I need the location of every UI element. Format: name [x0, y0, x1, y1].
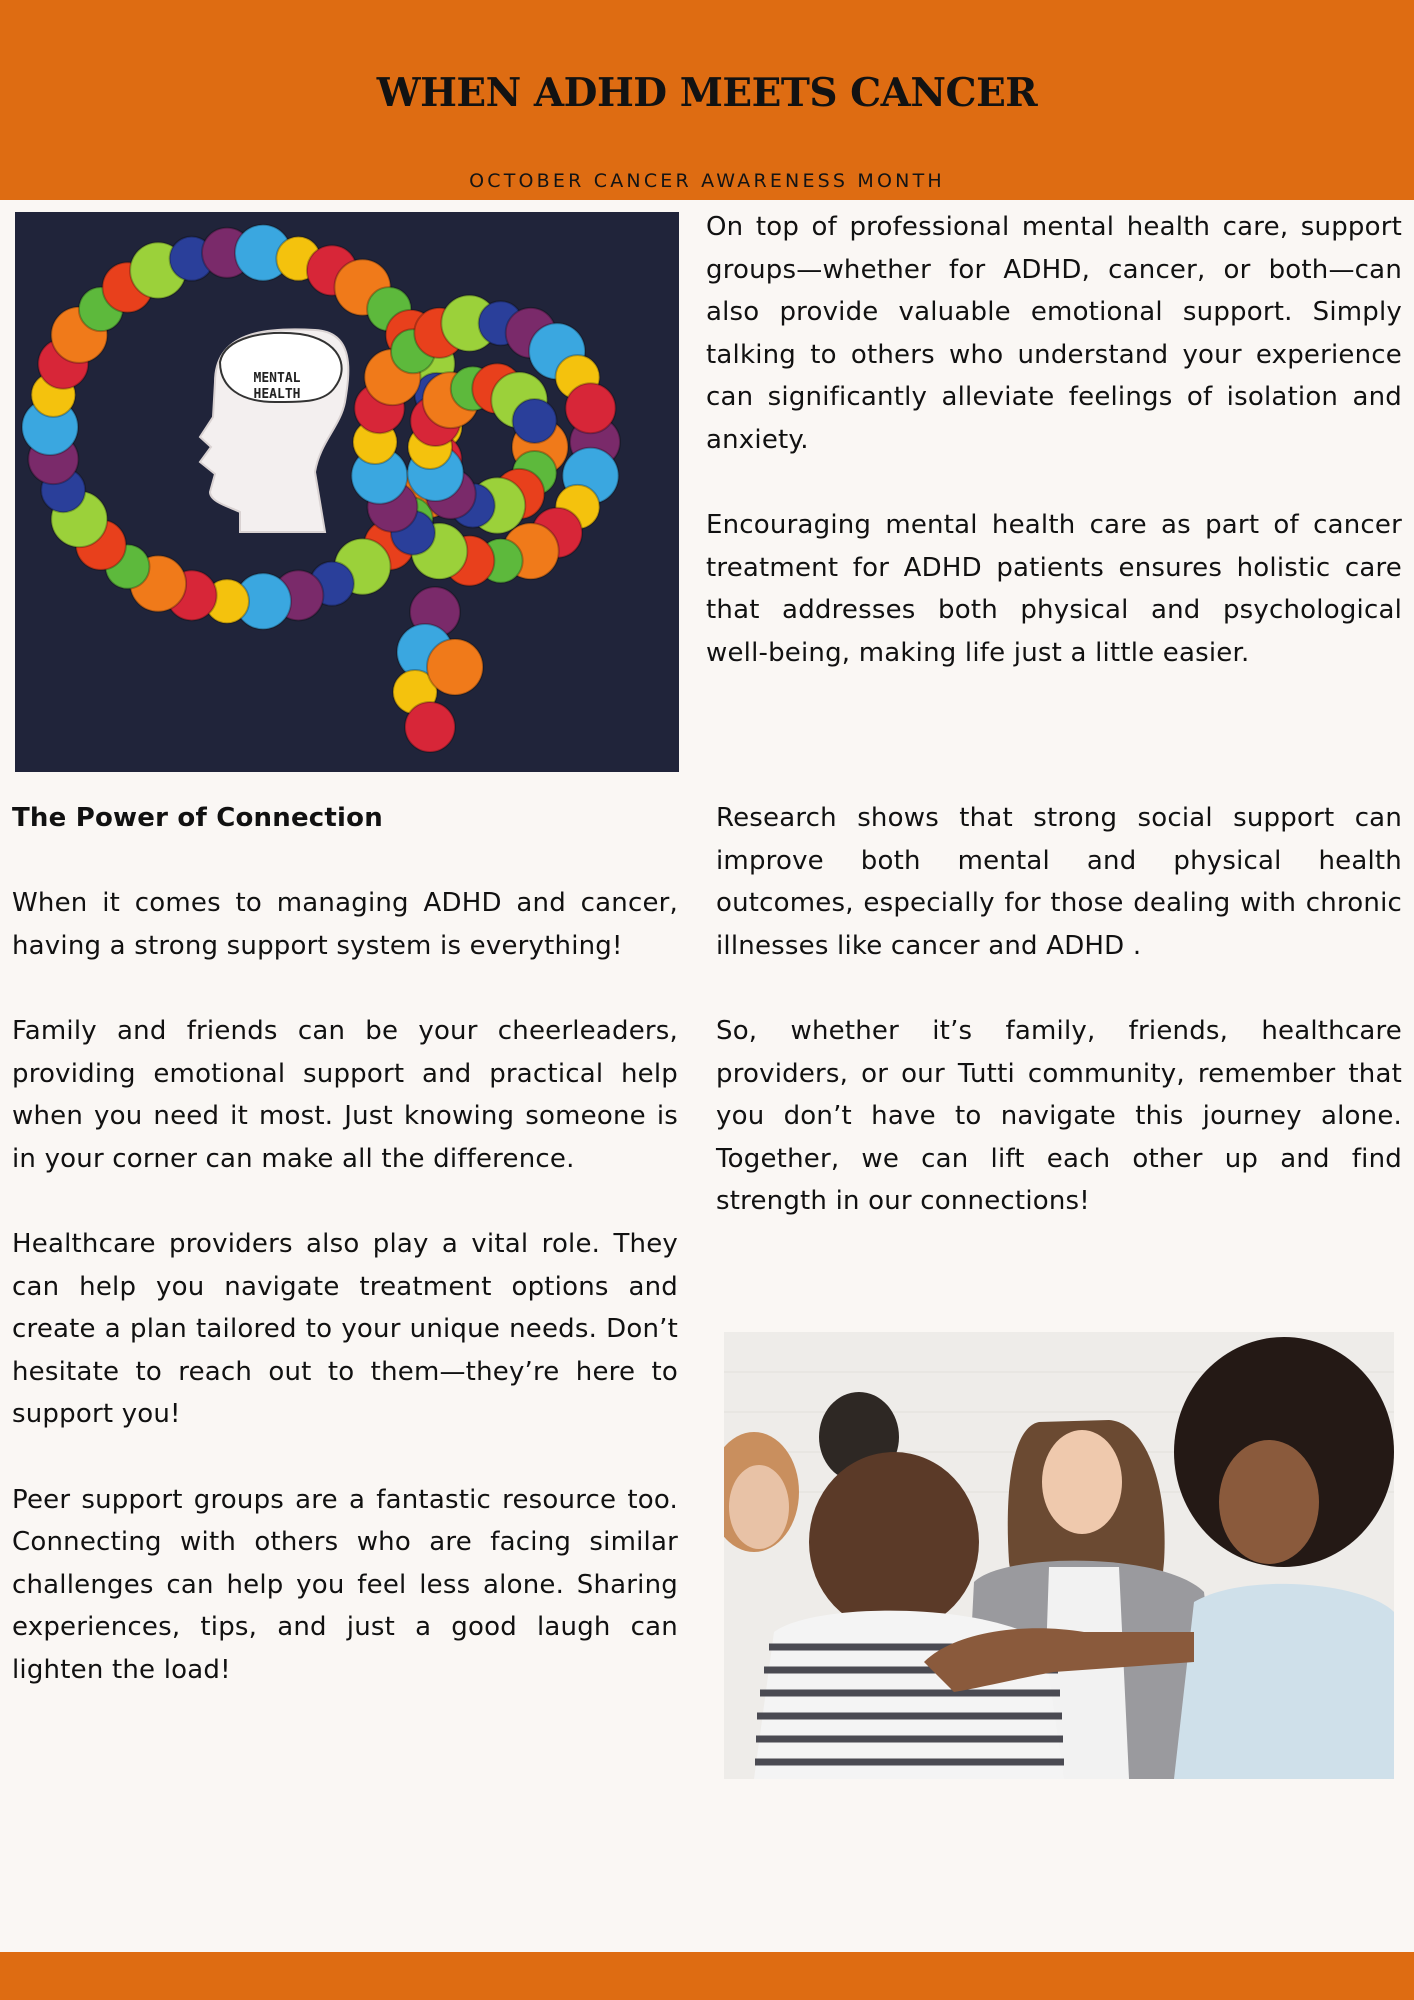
paper-balls-illustration: [15, 212, 679, 772]
mental-label-1: MENTAL: [253, 371, 301, 386]
mental-health-image: [15, 212, 679, 772]
paper-ball: [405, 702, 455, 752]
paragraph: Encouraging mental health care as part of cancer treatment for ADHD patients ensures holistic care that addresses both physical and psychological well-being, making life just a little easier.: [706, 510, 1402, 668]
right-top-column: [706, 206, 1402, 675]
support-group-illustration: [724, 1332, 1394, 1779]
paragraph: When it comes to managing ADHD and cancer, having a strong support system is everything!: [12, 888, 678, 961]
paper-ball: [427, 639, 483, 695]
section-heading: The Power of Connection: [12, 803, 383, 833]
paper-ball: [513, 399, 557, 443]
left-column: [12, 797, 678, 1691]
right-middle-column: [716, 797, 1402, 1223]
paper-ball: [566, 383, 616, 433]
paragraph: Research shows that strong social support can improve both mental and physical health outcomes, especially for those dealing with chronic illnesses like cancer and ADHD .: [716, 803, 1402, 961]
paragraph: Peer support groups are a fantastic resource too. Connecting with others who are facing similar challenges can help you feel less alone. Sharing experiences, tips, and just a good laugh can lighten the load!: [12, 1484, 678, 1685]
mental-label-2: HEALTH: [253, 387, 301, 402]
footer-bar: [0, 1952, 1414, 2000]
paragraph: Family and friends can be your cheerleaders, providing emotional support and practical help when you need it most. Just knowing someone is in your corner can make all the difference.: [12, 1015, 678, 1174]
support-group-photo: [724, 1332, 1394, 1779]
paragraph: On top of professional mental health care, support groups—whether for ADHD, cancer, or both—can also provide valuable emotional support. Simply talking to others who understand your experience can significantly alleviate feelings of isolation and anxiety.: [706, 212, 1402, 455]
page-subtitle: OCTOBER CANCER AWARENESS MONTH: [469, 170, 945, 192]
paragraph: Healthcare providers also play a vital role. They can help you navigate treatment options and create a plan tailored to your unique needs. Don’t hesitate to reach out to them—they’re here to support you!: [12, 1228, 678, 1430]
page-title: WHEN ADHD MEETS CANCER: [376, 70, 1038, 116]
paragraph: So, whether it’s family, friends, healthcare providers, or our Tutti community, remember that you don’t have to navigate this journey alone. Together, we can lift each other up and find strength in our connections!: [716, 1015, 1402, 1217]
